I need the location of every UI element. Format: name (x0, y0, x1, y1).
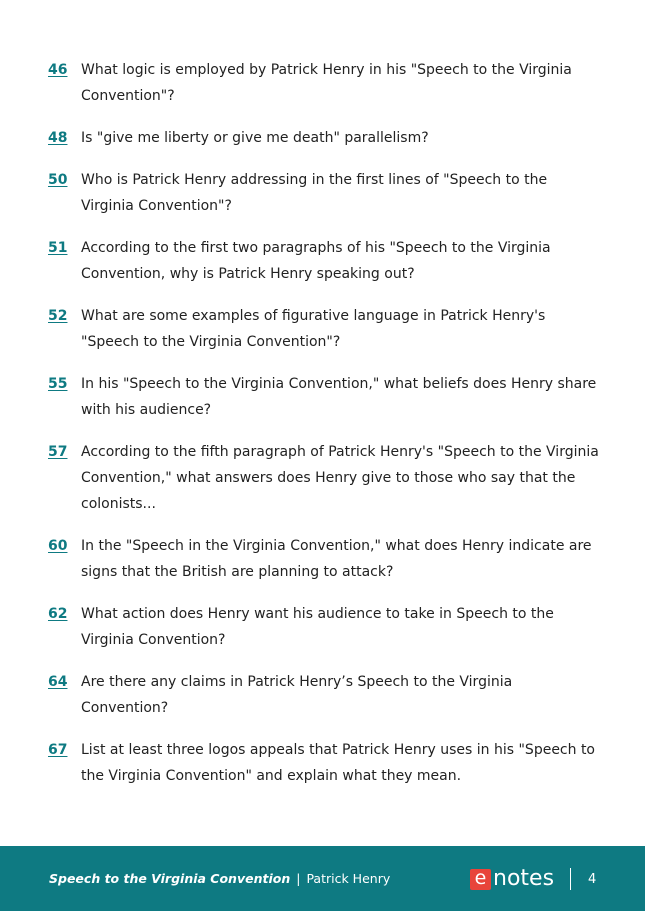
question-number-link[interactable]: 52 (48, 308, 68, 324)
question-text: Are there any claims in Patrick Henry’s Speech to the Virginia Convention? (81, 674, 513, 716)
question-number-link[interactable]: 48 (48, 130, 68, 146)
enotes-logo[interactable] (470, 867, 554, 891)
question-text: What logic is employed by Patrick Henry in his "Speech to the Virginia Convention"? (81, 62, 572, 104)
question-item (48, 125, 608, 151)
question-item (48, 533, 608, 585)
question-text: What action does Henry want his audience to take in Speech to the Virginia Convention? (81, 606, 554, 648)
question-number-link[interactable]: 64 (48, 674, 68, 690)
footer-title (49, 871, 390, 887)
question-number-link[interactable]: 62 (48, 606, 68, 622)
question-number-link[interactable]: 57 (48, 444, 68, 460)
question-text: Who is Patrick Henry addressing in the first lines of "Speech to the Virginia Convention"? (81, 172, 548, 214)
question-number-link[interactable]: 46 (48, 62, 68, 78)
question-number-link[interactable]: 51 (48, 240, 68, 256)
question-text: Is "give me liberty or give me death" parallelism? (81, 130, 429, 146)
page-footer (0, 846, 645, 911)
footer-work-title: Speech to the Virginia Convention (49, 871, 291, 886)
question-text: According to the fifth paragraph of Patrick Henry's "Speech to the Virginia Convention," what answers does Henry give to those who say that the colonists... (81, 444, 599, 512)
question-text: In his "Speech to the Virginia Convention," what beliefs does Henry share with his audience? (81, 376, 597, 418)
footer-divider (570, 868, 571, 890)
page-number: 4 (588, 872, 597, 887)
question-number-link[interactable]: 55 (48, 376, 68, 392)
footer-author: Patrick Henry (306, 871, 391, 886)
enotes-logo-wordmark: notes (493, 866, 555, 891)
question-number-link[interactable]: 60 (48, 538, 68, 554)
question-text: According to the first two paragraphs of his "Speech to the Virginia Convention, why is Patrick Henry speaking out? (81, 240, 551, 282)
question-number-link[interactable]: 67 (48, 742, 68, 758)
question-number-link[interactable]: 50 (48, 172, 68, 188)
question-item (48, 371, 608, 423)
question-item (48, 303, 608, 355)
question-text: In the "Speech in the Virginia Convention," what does Henry indicate are signs that the British are planning to attack? (81, 538, 592, 580)
footer-separator: | (296, 871, 301, 886)
question-item (48, 235, 608, 287)
question-item (48, 601, 608, 653)
question-item (48, 669, 608, 721)
question-text: What are some examples of figurative language in Patrick Henry's "Speech to the Virginia Convention"? (81, 308, 546, 350)
question-item (48, 167, 608, 219)
question-item (48, 439, 608, 517)
question-list (48, 57, 608, 805)
enotes-logo-e-icon: e (470, 869, 491, 890)
question-item (48, 57, 608, 109)
question-item (48, 737, 608, 789)
question-text: List at least three logos appeals that Patrick Henry uses in his "Speech to the Virginia Convention" and explain what they mean. (81, 742, 596, 784)
